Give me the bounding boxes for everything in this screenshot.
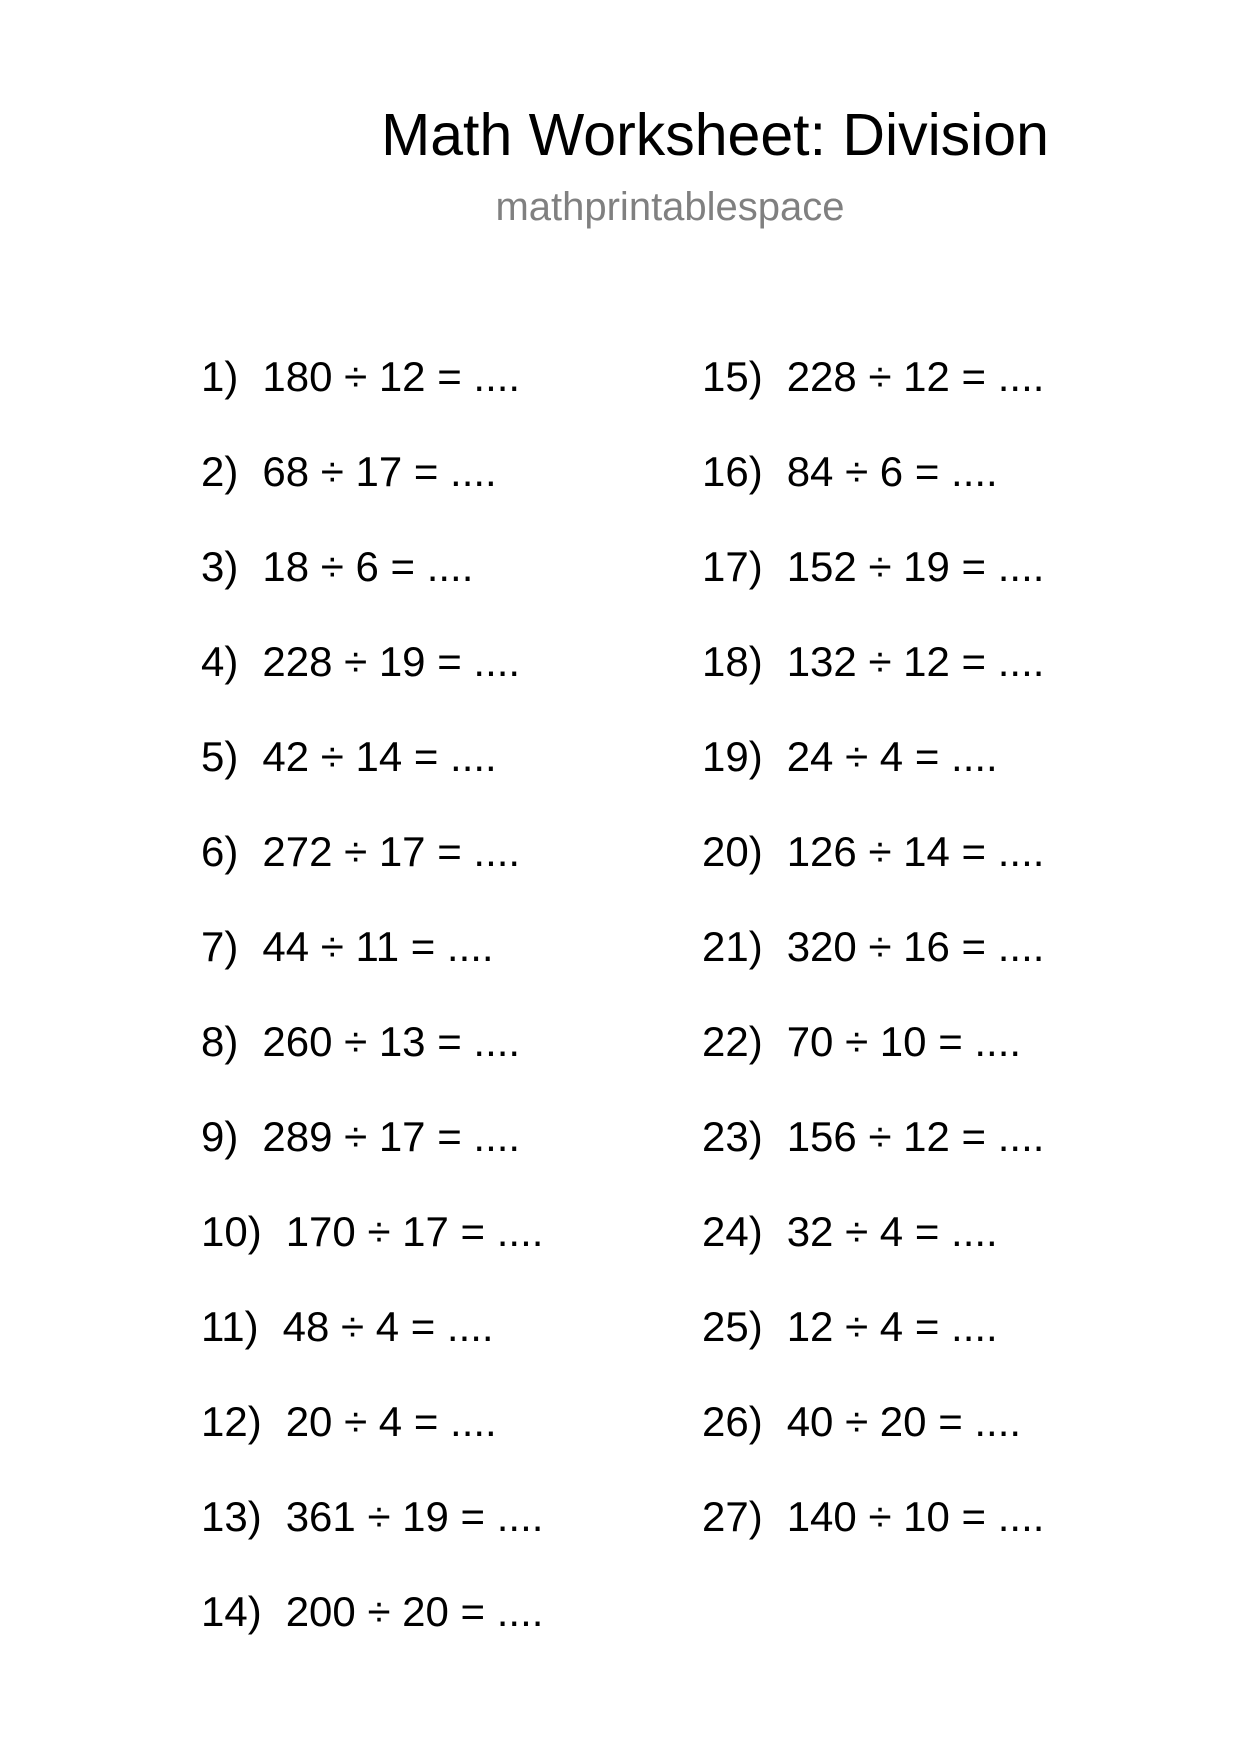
problem-1 (201, 352, 543, 447)
problem-13 (201, 1492, 543, 1587)
problem-expression: 12 ÷ 4 = .... (786, 1303, 998, 1350)
problem-22 (702, 1017, 1044, 1112)
problem-expression: 132 ÷ 12 = .... (786, 638, 1045, 685)
problem-number: 10) (201, 1208, 262, 1255)
problem-number: 20) (702, 828, 763, 875)
problem-number: 12) (201, 1398, 262, 1445)
problem-number: 23) (702, 1113, 763, 1160)
problem-15 (702, 352, 1044, 447)
problem-expression: 260 ÷ 13 = .... (262, 1018, 521, 1065)
problem-6 (201, 827, 543, 922)
problem-number: 9) (201, 1113, 239, 1160)
problem-26 (702, 1397, 1044, 1492)
problem-expression: 48 ÷ 4 = .... (282, 1303, 494, 1350)
problem-number: 3) (201, 543, 239, 590)
problem-18 (702, 637, 1044, 732)
problem-number: 27) (702, 1493, 763, 1540)
problem-expression: 70 ÷ 10 = .... (786, 1018, 1022, 1065)
worksheet-title: Math Worksheet: Division (381, 102, 1049, 168)
problem-21 (702, 922, 1044, 1017)
problem-number: 18) (702, 638, 763, 685)
problem-25 (702, 1302, 1044, 1397)
problem-number: 24) (702, 1208, 763, 1255)
problem-expression: 24 ÷ 4 = .... (786, 733, 998, 780)
problem-27 (702, 1492, 1044, 1587)
problem-number: 7) (201, 923, 239, 970)
problem-number: 8) (201, 1018, 239, 1065)
problem-expression: 42 ÷ 14 = .... (262, 733, 497, 780)
problem-number: 17) (702, 543, 763, 590)
problem-14 (201, 1587, 543, 1682)
problem-number: 25) (702, 1303, 763, 1350)
problem-expression: 320 ÷ 16 = .... (786, 923, 1045, 970)
problem-column-left (201, 352, 543, 1682)
problem-number: 1) (201, 353, 239, 400)
problem-number: 14) (201, 1588, 262, 1635)
problem-number: 2) (201, 448, 239, 495)
problem-number: 13) (201, 1493, 262, 1540)
problem-11 (201, 1302, 543, 1397)
problem-expression: 140 ÷ 10 = .... (786, 1493, 1045, 1540)
problem-expression: 44 ÷ 11 = .... (262, 923, 494, 970)
problem-number: 21) (702, 923, 763, 970)
problem-expression: 228 ÷ 12 = .... (786, 353, 1045, 400)
problem-number: 6) (201, 828, 239, 875)
problem-expression: 200 ÷ 20 = .... (285, 1588, 544, 1635)
problem-expression: 228 ÷ 19 = .... (262, 638, 521, 685)
problem-16 (702, 447, 1044, 542)
problem-20 (702, 827, 1044, 922)
problem-expression: 18 ÷ 6 = .... (262, 543, 474, 590)
problem-17 (702, 542, 1044, 637)
problem-number: 11) (201, 1303, 259, 1350)
problem-19 (702, 732, 1044, 827)
problem-number: 19) (702, 733, 763, 780)
problem-5 (201, 732, 543, 827)
problem-number: 22) (702, 1018, 763, 1065)
problem-12 (201, 1397, 543, 1492)
problem-expression: 156 ÷ 12 = .... (786, 1113, 1045, 1160)
problem-2 (201, 447, 543, 542)
problem-number: 15) (702, 353, 763, 400)
problem-4 (201, 637, 543, 732)
problem-expression: 32 ÷ 4 = .... (786, 1208, 998, 1255)
problem-expression: 180 ÷ 12 = .... (262, 353, 521, 400)
problem-number: 26) (702, 1398, 763, 1445)
problem-10 (201, 1207, 543, 1302)
problem-24 (702, 1207, 1044, 1302)
problem-9 (201, 1112, 543, 1207)
worksheet-subtitle: mathprintablespace (495, 185, 845, 229)
problem-column-right (702, 352, 1044, 1587)
problem-expression: 152 ÷ 19 = .... (786, 543, 1045, 590)
problem-expression: 126 ÷ 14 = .... (786, 828, 1045, 875)
problem-number: 4) (201, 638, 239, 685)
problem-expression: 84 ÷ 6 = .... (786, 448, 998, 495)
problem-number: 16) (702, 448, 763, 495)
problem-expression: 170 ÷ 17 = .... (285, 1208, 544, 1255)
problem-3 (201, 542, 543, 637)
problem-expression: 289 ÷ 17 = .... (262, 1113, 521, 1160)
problem-expression: 68 ÷ 17 = .... (262, 448, 497, 495)
problem-expression: 361 ÷ 19 = .... (285, 1493, 544, 1540)
problem-23 (702, 1112, 1044, 1207)
problem-expression: 272 ÷ 17 = .... (262, 828, 521, 875)
problem-expression: 20 ÷ 4 = .... (285, 1398, 497, 1445)
problem-expression: 40 ÷ 20 = .... (786, 1398, 1022, 1445)
problem-7 (201, 922, 543, 1017)
problem-number: 5) (201, 733, 239, 780)
problem-8 (201, 1017, 543, 1112)
